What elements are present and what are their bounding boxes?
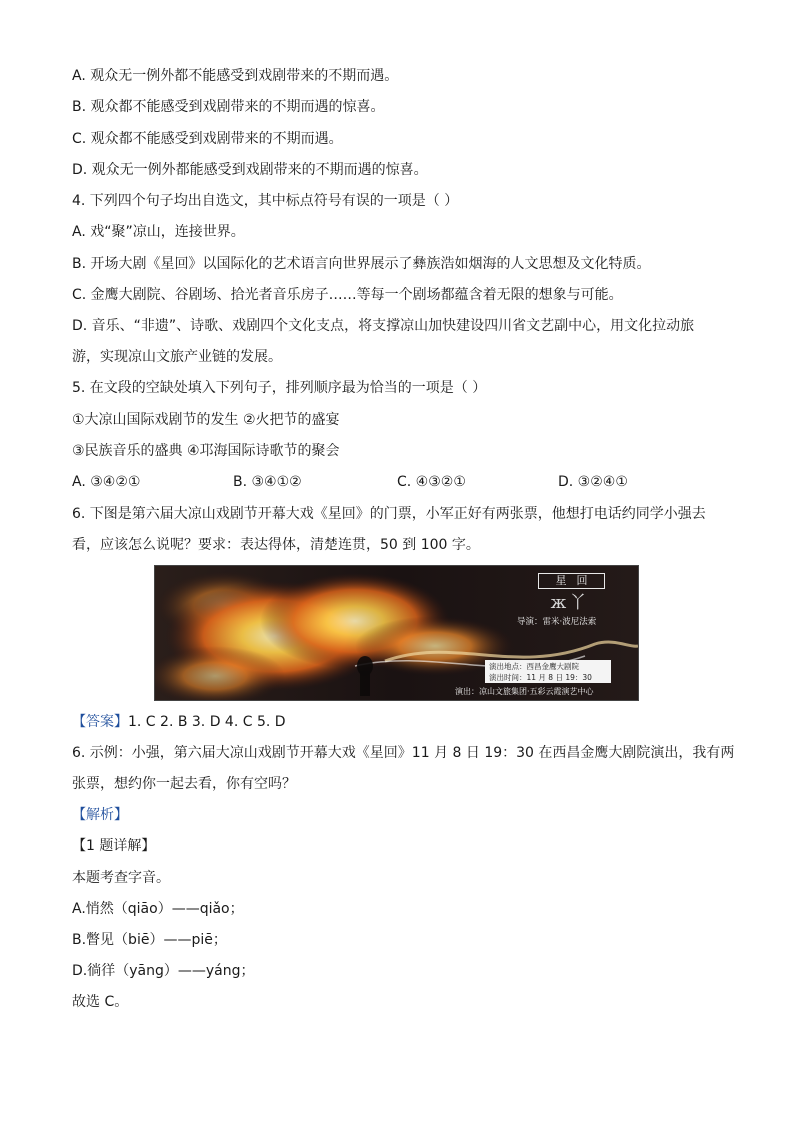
- answer-q6-line1: 6. 示例：小强，第六届大凉山戏剧节开幕大戏《星回》11 月 8 日 19：30 在西昌金鹰大剧院演出，我有两: [72, 745, 735, 761]
- analysis-line3: B.瞥见（biē）——piē；: [72, 932, 227, 948]
- analysis-line1: 本题考查字音。: [72, 870, 170, 886]
- ticket-image: [154, 565, 639, 701]
- analysis-line2: A.悄然（qiāo）——qiǎo；: [72, 901, 244, 917]
- q5-option-b: B. ③④①②: [233, 474, 302, 490]
- q4-stem: 4. 下列四个句子均出自选文，其中标点符号有误的一项是（ ）: [72, 193, 459, 209]
- ticket-logo: ж丫: [550, 593, 590, 613]
- q4-option-c: C. 金鹰大剧院、谷剧场、拾光者音乐房子……等每一个剧场都蕴含着无限的想象与可能。: [72, 287, 623, 303]
- q3-option-c: C. 观众都不能感受到戏剧带来的不期而遇。: [72, 131, 343, 147]
- analysis-sub-label: 【1 题详解】: [72, 838, 156, 854]
- ticket-venue-box: [485, 660, 611, 683]
- analysis-label: 【解析】: [72, 807, 128, 823]
- q5-items-line1: ①大凉山国际戏剧节的发生 ②火把节的盛宴: [72, 412, 340, 428]
- answer-q6-line2: 张票，想约你一起去看，你有空吗？: [72, 776, 296, 792]
- q6-stem-line2: 看，应该怎么说呢？要求：表达得体，清楚连贯，50 到 100 字。: [72, 537, 480, 553]
- ticket-title: 星回: [538, 573, 605, 589]
- answer-label: 【答案】: [72, 714, 128, 730]
- q5-option-c: C. ④③②①: [397, 474, 466, 490]
- q5-items-line2: ③民族音乐的盛典 ④邛海国际诗歌节的聚会: [72, 443, 340, 459]
- ticket-venue: 演出地点：西昌金鹰大剧院: [489, 662, 579, 671]
- answer-text: 1. C 2. B 3. D 4. C 5. D: [128, 714, 286, 730]
- q4-option-d-line2: 游，实现凉山文旅产业链的发展。: [72, 349, 282, 365]
- q3-option-d: D. 观众无一例外都能感受到戏剧带来的不期而遇的惊喜。: [72, 162, 428, 178]
- q5-stem: 5. 在文段的空缺处填入下列句子，排列顺序最为恰当的一项是（ ）: [72, 380, 487, 396]
- analysis-line4: D.徜徉（yāng）——yáng；: [72, 963, 255, 979]
- q4-option-d-line1: D. 音乐、“非遗”、诗歌、戏剧四个文化支点，将支撑凉山加快建设四川省文艺副中心，用文化拉动旅: [72, 318, 695, 334]
- q3-option-a: A. 观众无一例外都不能感受到戏剧带来的不期而遇。: [72, 68, 399, 84]
- q5-option-d: D. ③②④①: [558, 474, 628, 490]
- q4-option-a: A. 戏“聚”凉山，连接世界。: [72, 224, 245, 240]
- analysis-line5: 故选 C。: [72, 994, 129, 1010]
- ticket-time: 演出时间：11 月 8 日 19：30: [489, 673, 592, 682]
- ticket-director: 导演：雷米·波尼法索: [517, 617, 597, 627]
- q6-stem-line1: 6. 下图是第六届大凉山戏剧节开幕大戏《星回》的门票，小军正好有两张票，他想打电话约同学小强去: [72, 506, 706, 522]
- answer-line: [72, 712, 286, 732]
- q4-option-b: B. 开场大剧《星回》以国际化的艺术语言向世界展示了彝族浩如烟海的人文思想及文化特质。: [72, 256, 651, 272]
- q3-option-b: B. 观众都不能感受到戏剧带来的不期而遇的惊喜。: [72, 99, 385, 115]
- ticket-performer: 演出：凉山文旅集团·五彩云霞演艺中心: [455, 687, 594, 696]
- q5-option-a: A. ③④②①: [72, 474, 141, 490]
